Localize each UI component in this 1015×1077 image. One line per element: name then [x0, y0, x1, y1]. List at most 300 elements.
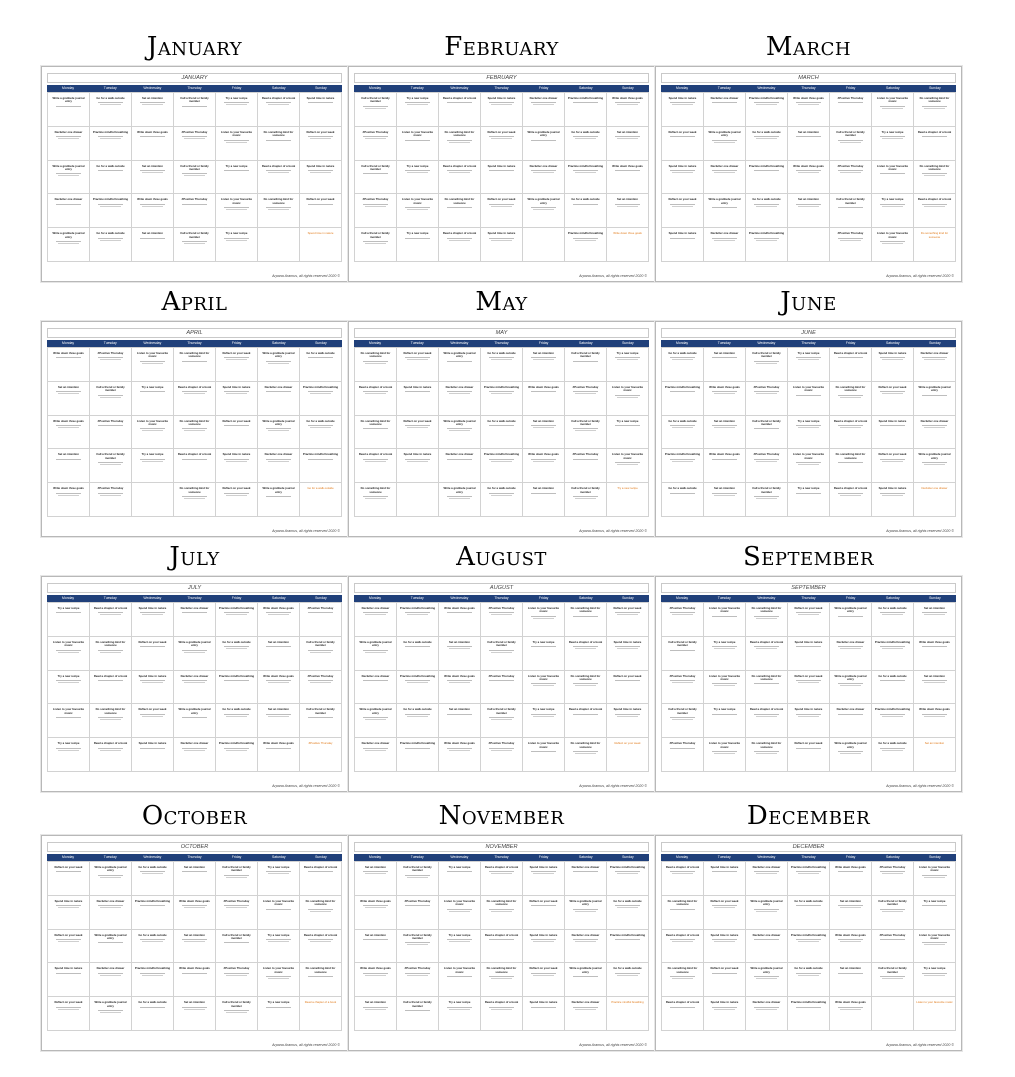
- cell-detail-line: [405, 391, 431, 392]
- cell-detail-line: [672, 427, 692, 428]
- calendar-cell: [481, 449, 523, 483]
- cell-detail-line: [573, 361, 599, 362]
- cell-text: Set an intention: [714, 418, 735, 423]
- calendar-cell: [90, 194, 132, 228]
- cell-text: Write a gratitude journal entry: [569, 898, 602, 907]
- cell-detail-line: [922, 680, 948, 681]
- calendar-cell: [174, 896, 216, 930]
- cell-detail-line: [365, 363, 385, 364]
- cell-text: Listen to your favourite music: [220, 129, 253, 138]
- calendar-cell: [704, 382, 746, 416]
- cell-detail-line: [226, 359, 246, 360]
- cell-text: Practice mindful breathing: [483, 384, 520, 389]
- calendar-cell: [48, 127, 90, 161]
- cell-detail-line: [98, 717, 124, 718]
- calendar-cell: [258, 963, 300, 997]
- cell-detail-line: [796, 204, 822, 205]
- weekday-label: Wednesday: [450, 86, 469, 90]
- cell-text: Listen to your favourite music: [136, 418, 169, 426]
- cell-detail-line: [100, 104, 120, 105]
- cell-text: Practice mindful breathing: [218, 673, 255, 678]
- calendar-cell: [565, 348, 607, 382]
- cell-detail-line: [100, 359, 120, 360]
- cell-detail-line: [58, 495, 78, 496]
- cell-text: Set an intention: [924, 741, 945, 746]
- cell-detail-line: [365, 498, 385, 499]
- cell-detail-line: [922, 612, 948, 613]
- cell-text: Reflect on your week: [138, 639, 167, 644]
- calendar-cell: [788, 997, 830, 1031]
- cell-text: Reflect on your week: [878, 384, 907, 389]
- cell-detail-line: [268, 430, 288, 431]
- cell-detail-line: [491, 719, 511, 720]
- calendar-cell: [439, 862, 481, 896]
- cell-detail-line: [491, 495, 511, 496]
- cell-detail-line: [365, 750, 385, 751]
- cell-detail-line: [573, 939, 599, 940]
- cell-detail-line: [226, 240, 246, 241]
- cell-detail-line: [224, 680, 250, 681]
- cell-text: Practice mindful breathing: [567, 163, 604, 168]
- cell-detail-line: [712, 493, 738, 494]
- weekday-label: Saturday: [271, 341, 286, 345]
- weekday-label: Friday: [231, 86, 242, 90]
- calendar-cell: [90, 348, 132, 382]
- cell-text: Declutter one drawer: [836, 639, 865, 644]
- cell-detail-line: [670, 136, 696, 137]
- cell-detail-line: [714, 907, 734, 908]
- cell-detail-line: [796, 905, 822, 906]
- calendar-cell: [830, 449, 872, 483]
- calendar-cell: [704, 930, 746, 964]
- calendar-cell: [788, 603, 830, 637]
- cell-detail-line: [266, 909, 292, 910]
- cell-text: Declutter one drawer: [445, 452, 474, 457]
- cell-detail-line: [140, 973, 166, 974]
- cell-text: Reflect on your week: [306, 129, 335, 134]
- calendar-cell: [746, 127, 788, 161]
- calendar-cell: [397, 228, 439, 262]
- calendar-cell: [48, 382, 90, 416]
- calendar-sheet: [41, 576, 348, 792]
- cell-text: Spend time in nature: [878, 418, 907, 423]
- cell-text: Set an intention: [365, 1000, 386, 1005]
- weekday-label: Wednesday: [143, 596, 162, 600]
- cell-detail-line: [754, 751, 780, 752]
- calendar-cell: [174, 449, 216, 483]
- calendar-cell: [300, 930, 342, 964]
- weekday-header: [661, 854, 956, 861]
- cell-detail-line: [182, 204, 208, 205]
- calendar-cell: [523, 671, 565, 705]
- calendar-cell: [355, 483, 397, 517]
- cell-detail-line: [922, 357, 948, 358]
- calendar-cell: [481, 382, 523, 416]
- calendar-cell: [132, 671, 174, 705]
- calendar-cell: [662, 671, 704, 705]
- cell-detail-line: [56, 905, 82, 906]
- cell-detail-line: [56, 939, 82, 940]
- cell-detail-line: [224, 140, 250, 141]
- calendar-cell: [704, 93, 746, 127]
- cell-detail-line: [575, 138, 595, 139]
- calendar-cell: [258, 228, 300, 262]
- cell-detail-line: [882, 750, 902, 751]
- cell-text: Try a new recipe: [797, 418, 820, 423]
- cell-detail-line: [531, 493, 557, 494]
- cell-text: Set an intention: [142, 163, 163, 168]
- calendar-cell: [830, 896, 872, 930]
- cell-detail-line: [840, 240, 860, 241]
- weekday-label: Monday: [369, 855, 382, 859]
- cell-detail-line: [407, 877, 427, 878]
- cell-text: Practice mindful breathing: [790, 865, 827, 869]
- cell-detail-line: [142, 716, 162, 717]
- cell-text: Write down three goals: [528, 452, 559, 457]
- weekday-label: Tuesday: [103, 86, 117, 90]
- calendar-cell: [48, 963, 90, 997]
- weekday-label: Saturday: [271, 596, 286, 600]
- cell-text: Practice mindful breathing: [567, 231, 604, 236]
- cell-detail-line: [882, 206, 902, 207]
- cell-detail-line: [308, 976, 334, 977]
- cell-detail-line: [224, 905, 250, 906]
- cell-text: Go for a walk outside: [668, 418, 697, 423]
- cell-text: Reflect on your week: [668, 129, 697, 134]
- calendar-cell: [48, 194, 90, 228]
- cell-detail-line: [363, 939, 389, 940]
- weekday-label: Monday: [62, 341, 75, 345]
- weekday-label: Tuesday: [717, 596, 731, 600]
- cell-detail-line: [491, 873, 511, 874]
- calendar-cell: [914, 963, 956, 997]
- cell-detail-line: [575, 240, 595, 241]
- cell-text: Listen to your favourite music: [918, 865, 951, 873]
- cell-detail-line: [447, 714, 473, 715]
- cell-text: Reflect on your week: [613, 673, 642, 678]
- calendar-cell: [355, 93, 397, 127]
- cell-detail-line: [615, 136, 641, 137]
- calendar-cell: [746, 603, 788, 637]
- cell-text: Try a new recipe: [57, 741, 80, 746]
- cell-detail-line: [712, 459, 738, 460]
- cell-text: Read a chapter of a book: [749, 639, 784, 644]
- cell-text: Write a gratitude journal entry: [262, 486, 295, 494]
- calendar-cell: [788, 382, 830, 416]
- cell-text: Declutter one drawer: [361, 606, 390, 610]
- cell-text: Go for a walk outside: [878, 741, 907, 746]
- cell-detail-line: [756, 873, 776, 874]
- weekday-label: Friday: [538, 596, 549, 600]
- calendar-cell: [48, 483, 90, 517]
- calendar-cell: [830, 637, 872, 671]
- weekday-label: Sunday: [929, 86, 941, 90]
- cell-text: #Positive Thursday: [308, 741, 333, 746]
- calendar-cell: [523, 228, 565, 262]
- cell-detail-line: [407, 461, 427, 462]
- calendar-cell: [439, 930, 481, 964]
- calendar-cell: [830, 671, 872, 705]
- cell-detail-line: [712, 939, 738, 940]
- cell-text: Call a friend or family member: [222, 865, 251, 873]
- cell-text: Declutter one drawer: [571, 932, 600, 937]
- cell-detail-line: [140, 428, 166, 429]
- month-heading: December: [746, 801, 871, 831]
- sheet-title: FEBRUARY: [354, 73, 649, 83]
- cell-text: Read a chapter of a book: [665, 1000, 700, 1005]
- calendar-cell: [662, 483, 704, 517]
- calendar-cell: [216, 637, 258, 671]
- cell-detail-line: [142, 975, 162, 976]
- calendar-cell: [481, 738, 523, 772]
- cell-detail-line: [266, 871, 292, 872]
- calendar-cell: [872, 738, 914, 772]
- cell-detail-line: [449, 911, 469, 912]
- cell-detail-line: [531, 102, 557, 103]
- calendar-cell: [662, 930, 704, 964]
- calendar-cell: [523, 862, 565, 896]
- cell-detail-line: [182, 1007, 208, 1008]
- cell-detail-line: [58, 652, 78, 653]
- calendar-cell: [872, 930, 914, 964]
- cell-detail-line: [308, 939, 334, 940]
- cell-text: Spend time in nature: [138, 606, 167, 610]
- sheet-title: JUNE: [661, 328, 956, 338]
- cell-detail-line: [714, 172, 734, 173]
- cell-detail-line: [98, 425, 124, 426]
- cell-detail-line: [447, 1007, 473, 1008]
- calendar-cell: [607, 483, 649, 517]
- calendar-cell: [300, 416, 342, 450]
- calendar-cell: [439, 348, 481, 382]
- calendar-cell: [872, 671, 914, 705]
- cell-detail-line: [142, 206, 162, 207]
- cell-detail-line: [140, 714, 166, 715]
- copyright-footer: Arpana Aramus, all rights reserved 2020 ©: [579, 784, 647, 788]
- cell-text: Practice mindful breathing: [611, 1000, 644, 1005]
- cell-detail-line: [56, 173, 82, 174]
- cell-detail-line: [573, 714, 599, 715]
- calendar-cell: [523, 483, 565, 517]
- calendar-cell: [746, 862, 788, 896]
- cell-detail-line: [266, 102, 292, 103]
- cell-text: Declutter one drawer: [752, 865, 781, 869]
- cell-detail-line: [796, 102, 822, 103]
- calendar-cell: [439, 483, 481, 517]
- cell-text: Listen to your favourite music: [708, 741, 741, 749]
- cell-detail-line: [266, 428, 292, 429]
- calendar-cell: [132, 930, 174, 964]
- calendar-cell: [216, 382, 258, 416]
- calendar-cell: [830, 862, 872, 896]
- cell-text: Spend time in nature: [306, 163, 335, 168]
- cell-detail-line: [798, 172, 818, 173]
- cell-text: Write a gratitude journal entry: [443, 486, 476, 494]
- cell-text: Reflect on your week: [668, 197, 697, 202]
- cell-text: #Positive Thursday: [223, 898, 250, 903]
- cell-detail-line: [880, 136, 906, 137]
- cell-detail-line: [533, 618, 553, 619]
- calendar-cell: [523, 930, 565, 964]
- calendar-cell: [481, 127, 523, 161]
- calendar-cell: [565, 449, 607, 483]
- calendar-cell: [355, 637, 397, 671]
- cell-detail-line: [365, 206, 385, 207]
- calendar-cell: [258, 449, 300, 483]
- cell-detail-line: [838, 395, 864, 396]
- cell-text: Listen to your favourite music: [611, 452, 644, 460]
- cell-detail-line: [489, 391, 515, 392]
- cell-detail-line: [533, 359, 553, 360]
- cell-detail-line: [182, 871, 208, 872]
- weekday-label: Sunday: [315, 86, 327, 90]
- cell-detail-line: [98, 357, 124, 358]
- calendar-cell: [746, 382, 788, 416]
- calendar-cell: [258, 671, 300, 705]
- calendar-cell: [90, 862, 132, 896]
- cell-detail-line: [266, 976, 292, 977]
- cell-detail-line: [449, 1009, 469, 1010]
- cell-text: Listen to your favourite music: [443, 898, 476, 907]
- calendar-cell: [704, 637, 746, 671]
- cell-text: Set an intention: [533, 418, 554, 423]
- cell-detail-line: [670, 459, 696, 460]
- cell-detail-line: [491, 911, 511, 912]
- cell-detail-line: [712, 102, 738, 103]
- copyright-footer: Arpana Aramus, all rights reserved 2020 ©: [579, 1043, 647, 1047]
- month-block-december: [655, 799, 962, 1051]
- cell-text: #Positive Thursday: [488, 606, 515, 610]
- cell-detail-line: [573, 751, 599, 752]
- cell-text: Do something kind for someone: [444, 129, 475, 138]
- cell-text: Reflect on your week: [613, 606, 642, 610]
- cell-detail-line: [575, 911, 595, 912]
- cell-text: Read a chapter of a book: [484, 865, 519, 869]
- cell-detail-line: [98, 680, 124, 681]
- cell-text: Call a friend or family member: [361, 96, 390, 104]
- cell-detail-line: [712, 170, 738, 171]
- calendar-cell: [300, 637, 342, 671]
- cell-text: Write down three goals: [53, 351, 84, 355]
- cell-detail-line: [266, 646, 292, 647]
- cell-detail-line: [142, 614, 162, 615]
- cell-text: Spend time in nature: [54, 898, 83, 903]
- cell-text: Practice mindful breathing: [790, 1000, 827, 1005]
- cell-detail-line: [754, 939, 780, 940]
- cell-text: Try a new recipe: [616, 418, 639, 423]
- cell-text: Try a new recipe: [267, 865, 290, 869]
- cell-text: Do something kind for someone: [920, 231, 949, 239]
- cell-text: Write down three goals: [179, 898, 210, 903]
- cell-detail-line: [882, 138, 902, 139]
- calendar-cell: [258, 194, 300, 228]
- cell-detail-line: [308, 459, 334, 460]
- calendar-cell: [258, 704, 300, 738]
- cell-detail-line: [531, 714, 557, 715]
- cell-detail-line: [882, 648, 902, 649]
- cell-detail-line: [447, 102, 473, 103]
- cell-text: Write a gratitude journal entry: [52, 96, 85, 104]
- cell-detail-line: [796, 871, 822, 872]
- cell-detail-line: [882, 461, 902, 462]
- calendar-cell: [48, 738, 90, 772]
- cell-detail-line: [615, 395, 641, 396]
- calendar-cell: [90, 637, 132, 671]
- cell-text: Go for a walk outside: [96, 231, 125, 236]
- cell-detail-line: [922, 204, 948, 205]
- calendar-cell: [397, 671, 439, 705]
- cell-text: Listen to your favourite music: [220, 197, 253, 205]
- cell-detail-line: [838, 683, 864, 684]
- cell-text: Call a friend or family member: [571, 418, 600, 426]
- cell-detail-line: [184, 652, 204, 653]
- cell-detail-line: [182, 939, 208, 940]
- cell-text: Write a gratitude journal entry: [569, 966, 602, 974]
- weekday-label: Wednesday: [450, 341, 469, 345]
- calendar-cell: [788, 930, 830, 964]
- calendar-cell: [704, 738, 746, 772]
- cell-text: Go for a walk outside: [613, 898, 642, 903]
- calendar-cell: [300, 228, 342, 262]
- cell-detail-line: [226, 142, 246, 143]
- cell-detail-line: [840, 941, 860, 942]
- cell-detail-line: [184, 682, 204, 683]
- cell-text: Declutter one drawer: [920, 418, 949, 423]
- cell-text: Set an intention: [924, 673, 945, 678]
- cell-text: Set an intention: [184, 865, 205, 869]
- cell-detail-line: [838, 207, 864, 208]
- calendar-grid: [47, 861, 342, 1031]
- cell-text: Read a chapter of a book: [303, 932, 338, 937]
- cell-text: Call a friend or family member: [571, 351, 600, 359]
- cell-text: Listen to your favourite music: [527, 606, 560, 614]
- cell-detail-line: [182, 459, 208, 460]
- cell-text: Do something kind for someone: [919, 163, 950, 171]
- cell-detail-line: [575, 941, 595, 942]
- cell-detail-line: [531, 646, 557, 647]
- calendar-cell: [216, 416, 258, 450]
- cell-detail-line: [266, 140, 292, 141]
- cell-detail-line: [617, 464, 637, 465]
- cell-text: Read a chapter of a book: [484, 1000, 519, 1005]
- cell-text: Write a gratitude journal entry: [443, 351, 476, 359]
- calendar-cell: [746, 93, 788, 127]
- cell-detail-line: [98, 238, 124, 239]
- cell-text: Read a chapter of a book: [177, 452, 212, 457]
- calendar-cell: [830, 348, 872, 382]
- cell-text: Try a new recipe: [57, 673, 80, 678]
- cell-text: Write a gratitude journal entry: [262, 418, 295, 426]
- cell-text: Go for a walk outside: [307, 486, 334, 491]
- cell-text: Listen to your favourite music: [401, 129, 434, 138]
- cell-detail-line: [617, 138, 637, 139]
- cell-detail-line: [98, 650, 124, 651]
- sheet-title: MARCH: [661, 73, 956, 83]
- cell-detail-line: [405, 207, 431, 208]
- cell-detail-line: [922, 875, 948, 876]
- cell-detail-line: [449, 750, 469, 751]
- cell-detail-line: [489, 459, 515, 460]
- calendar-cell: [216, 228, 258, 262]
- weekday-label: Thursday: [801, 596, 816, 600]
- month-block-april: [41, 285, 348, 537]
- calendar-cell: [132, 862, 174, 896]
- cell-text: Go for a walk outside: [96, 163, 125, 168]
- calendar-cell: [704, 483, 746, 517]
- weekday-header: [661, 595, 956, 602]
- cell-detail-line: [226, 461, 246, 462]
- cell-detail-line: [489, 357, 515, 358]
